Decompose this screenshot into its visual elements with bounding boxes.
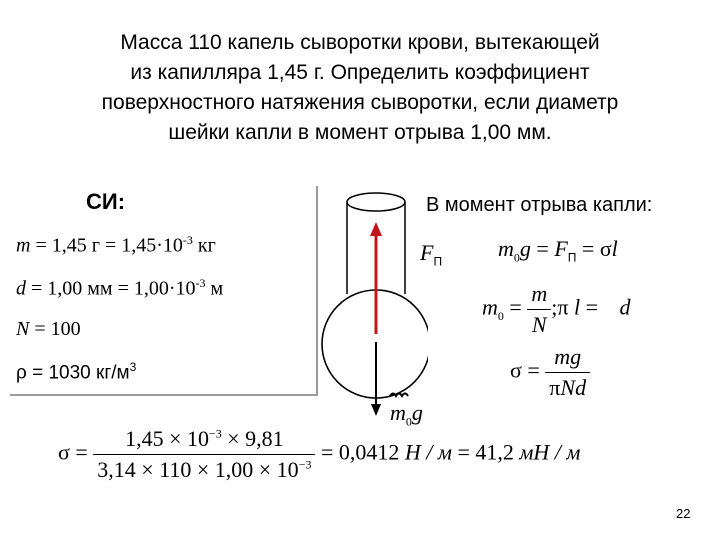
f3-sigma: σ: [510, 357, 522, 383]
page-number: 22: [676, 506, 691, 521]
si-mass-unit: кг: [192, 234, 216, 257]
calc-fraction: [93, 426, 315, 483]
calc-den: 3,14 × 110 × 1,00 × 10: [97, 457, 299, 482]
calc-unit-mn-per-m: мН / м: [519, 439, 581, 465]
drop-diagram: [318, 182, 428, 434]
formula-sigma: [510, 344, 590, 401]
problem-line: поверхностного натяжения сыворотки, если диаметр: [101, 91, 619, 114]
force-down-m: m: [390, 400, 406, 425]
f1-sub0: 0: [513, 250, 520, 265]
force-down-label: [390, 400, 423, 429]
f2-fraction: [527, 281, 551, 338]
capillary-top: [347, 193, 405, 211]
force-up-sub: П: [433, 254, 443, 269]
f3-den-pi: π: [549, 375, 561, 400]
si-diameter-var: d: [16, 277, 26, 300]
problem-statement: [20, 28, 700, 148]
calc-sigma: σ: [58, 439, 70, 465]
calc-unit-n-per-m: Н / м: [404, 439, 452, 465]
si-count-line: [16, 318, 81, 341]
force-up-symbol: F: [420, 240, 434, 265]
f1-m: m: [498, 236, 514, 261]
calc-result-2: = 41,2: [451, 439, 520, 465]
f2-eq2: =: [580, 294, 604, 320]
f2-den: N: [531, 312, 547, 337]
si-count-var: N: [16, 318, 30, 340]
si-density-value: ρ = 1030 кг/м: [16, 362, 130, 384]
f1-l: l: [611, 236, 618, 261]
si-title: СИ:: [86, 189, 126, 214]
si-diameter-unit: м: [205, 277, 224, 300]
f3-eq: =: [521, 357, 546, 383]
moment-caption: В момент отрыва капли:: [426, 194, 653, 216]
calc-num-tail: × 9,81: [221, 426, 284, 451]
formula-m0-and-length: [482, 281, 630, 338]
surface-tension-arrowhead: [370, 222, 382, 236]
f2-eq: =: [503, 294, 528, 320]
f3-den: Nd: [560, 375, 587, 400]
si-count-value: = 100: [29, 318, 81, 340]
f2-l: l: [573, 294, 581, 320]
f2-sub0: 0: [497, 308, 504, 323]
force-up-label: [420, 240, 442, 268]
si-density-line: [16, 360, 136, 384]
si-diameter-line: [16, 276, 223, 301]
force-down-g: g: [411, 400, 423, 425]
si-mass-line: [16, 233, 216, 258]
formula-balance: [498, 236, 618, 265]
si-diameter-exp: -3: [195, 276, 206, 290]
f1-subP: П: [567, 250, 577, 265]
calc-eq: =: [69, 439, 94, 465]
si-mass-value: = 1,45 г = 1,45·10: [30, 234, 183, 257]
calculation: [58, 426, 580, 483]
f1-sigma: σ: [599, 236, 612, 261]
calc-num-exp: −3: [208, 426, 222, 441]
f1-eq2: =: [576, 236, 600, 261]
problem-line: из капилляра 1,45 г. Определить коэффициент: [130, 61, 590, 84]
f2-num: m: [527, 281, 551, 310]
force-down-sub: 0: [405, 414, 412, 429]
gravity-arrowhead: [371, 404, 381, 416]
calc-num: 1,45 × 10: [125, 426, 209, 451]
calc-den-exp: −3: [298, 457, 312, 472]
si-mass-var: m: [16, 234, 31, 257]
problem-line: шейки капли в момент отрыва 1,00 мм.: [168, 121, 552, 144]
f2-d: d: [619, 294, 631, 320]
si-density-exp: 3: [129, 360, 137, 374]
f2-m0: m: [482, 294, 498, 320]
f3-num: mg: [545, 344, 590, 373]
f2-sep: ;π: [551, 294, 569, 320]
calc-result: = 0,0412: [315, 439, 405, 465]
f1-eq1: =: [530, 236, 555, 261]
f1-F: F: [554, 236, 568, 261]
f3-fraction: [545, 344, 590, 401]
f1-g: g: [519, 236, 531, 261]
si-mass-exp: -3: [182, 233, 193, 247]
si-diameter-value: = 1,00 мм = 1,00·10: [26, 277, 196, 300]
problem-line: Масса 110 капель сыворотки крови, вытекающей: [120, 31, 600, 54]
